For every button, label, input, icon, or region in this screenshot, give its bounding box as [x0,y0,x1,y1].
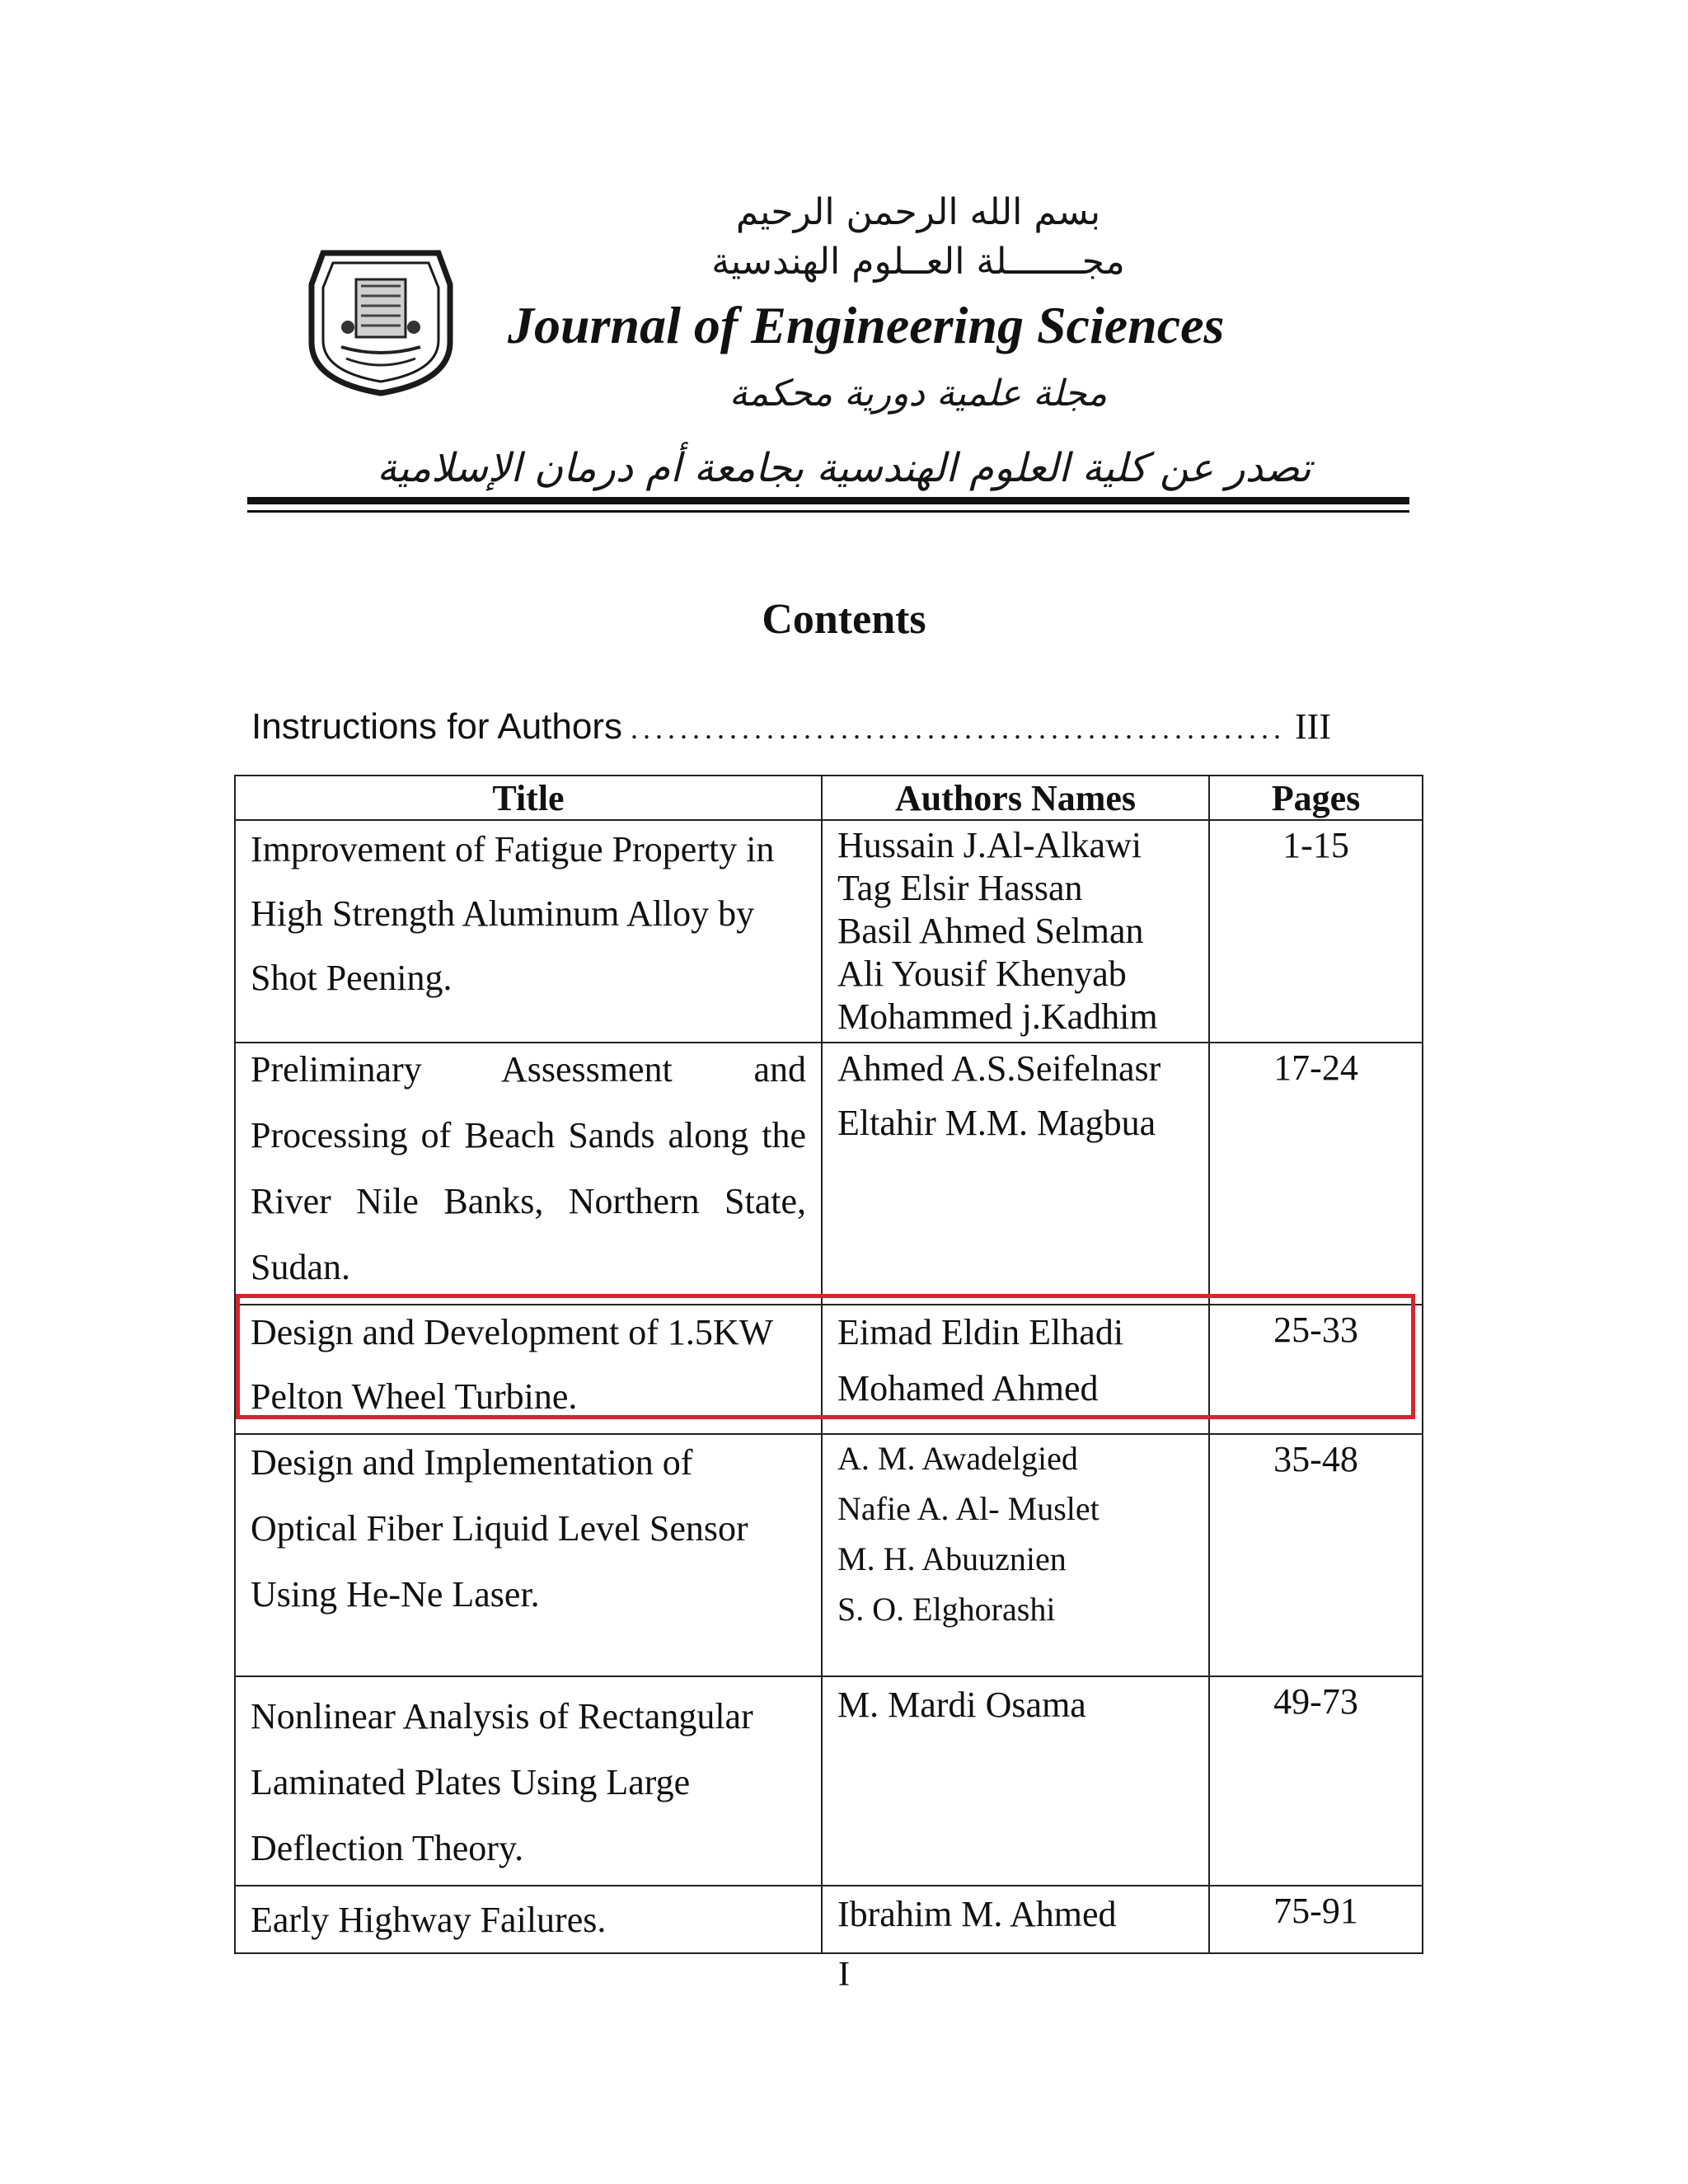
authors-cell [822,1434,1209,1676]
table-row[interactable] [235,1886,1423,1953]
article-title-cell [235,1305,822,1434]
author-name: S. O. Elghorashi [837,1591,1056,1628]
page-range: 35-48 [1209,1434,1423,1676]
author-name: Ibrahim M. Ahmed [837,1894,1117,1934]
authors-cell [822,1676,1209,1886]
table-header-row [235,776,1423,820]
article-title-cell [235,1043,822,1305]
author-name: Eimad Eldin Elhadi [837,1312,1124,1352]
page-range: 49-73 [1209,1676,1423,1886]
issued-by-arabic: تصدر عن كلية العلوم الهندسية بجامعة أم درمان الإسلامية [377,445,1311,491]
contents-heading: Contents [762,596,926,643]
authors-cell [822,1043,1209,1305]
author-name: Mohamed Ahmed [837,1368,1099,1408]
column-header-title: Title [235,776,822,820]
authors-cell [822,820,1209,1043]
page-range: 1-15 [1209,820,1423,1043]
table-row[interactable] [235,1434,1423,1676]
page-range: 25-33 [1209,1305,1423,1434]
article-title-cell [235,1676,822,1886]
table-row[interactable] [235,1043,1423,1305]
instructions-label: Instructions for Authors [251,706,622,747]
article-title: Nonlinear Analysis of Rectangular Laminated Plates Using Large Deflection Theory. [251,1696,753,1868]
author-name: Tag Elsir Hassan [837,868,1083,908]
table-row[interactable] [235,820,1423,1043]
author-name: Nafie A. Al- Muslet [837,1490,1100,1527]
author-name: M. Mardi Osama [837,1685,1086,1725]
article-title-cell [235,1434,822,1676]
author-name: A. M. Awadelgied [837,1440,1078,1477]
periodical-subtitle-arabic: مجلة علمية دورية محكمة [729,373,1108,415]
author-name: Ali Yousif Khenyab [837,954,1127,994]
column-header-authors: Authors Names [822,776,1209,820]
article-title: Design and Development of 1.5KW Pelton Wheel Turbine. [251,1312,773,1417]
article-title-cell [235,1886,822,1953]
contents-table [234,775,1423,1954]
journal-name-arabic: مجـــــــلة العــلوم الهندسية [711,241,1125,283]
author-name: Mohammed j.Kadhim [837,996,1158,1037]
article-title: Improvement of Fatigue Property in High Strength Aluminum Alloy by Shot Peening. [251,829,775,998]
author-name: Eltahir M.M. Magbua [837,1103,1156,1143]
dot-leader [631,711,1287,746]
instructions-entry[interactable] [251,705,1331,748]
article-title: Early Highway Failures. [251,1900,607,1940]
author-name: M. H. Abuuznien [837,1540,1067,1577]
article-title: Preliminary Assessment and Processing of Beach Sands along the River Nile Banks, Northern State, Sudan. [251,1049,806,1287]
authors-cell [822,1886,1209,1953]
author-name: Hussain J.Al-Alkawi [837,825,1142,865]
basmala: بسم الله الرحمن الرحيم [735,191,1101,233]
column-header-pages: Pages [1209,776,1423,820]
header-divider-thin [247,510,1409,513]
journal-name-english: Journal of Engineering Sciences [508,296,1225,354]
instructions-page: III [1295,706,1331,747]
article-title-cell [235,820,822,1043]
author-name: Basil Ahmed Selman [837,911,1144,951]
authors-cell [822,1305,1209,1434]
page-number: I [838,1956,850,1994]
article-title: Design and Implementation of Optical Fiber Liquid Level Sensor Using He-Ne Laser. [251,1442,748,1615]
page-range: 75-91 [1209,1886,1423,1953]
table-row[interactable] [235,1676,1423,1886]
table-row-highlighted[interactable] [235,1305,1423,1434]
header-divider-thick [247,497,1409,504]
author-name: Ahmed A.S.Seifelnasr [837,1048,1161,1089]
page-range: 17-24 [1209,1043,1423,1305]
